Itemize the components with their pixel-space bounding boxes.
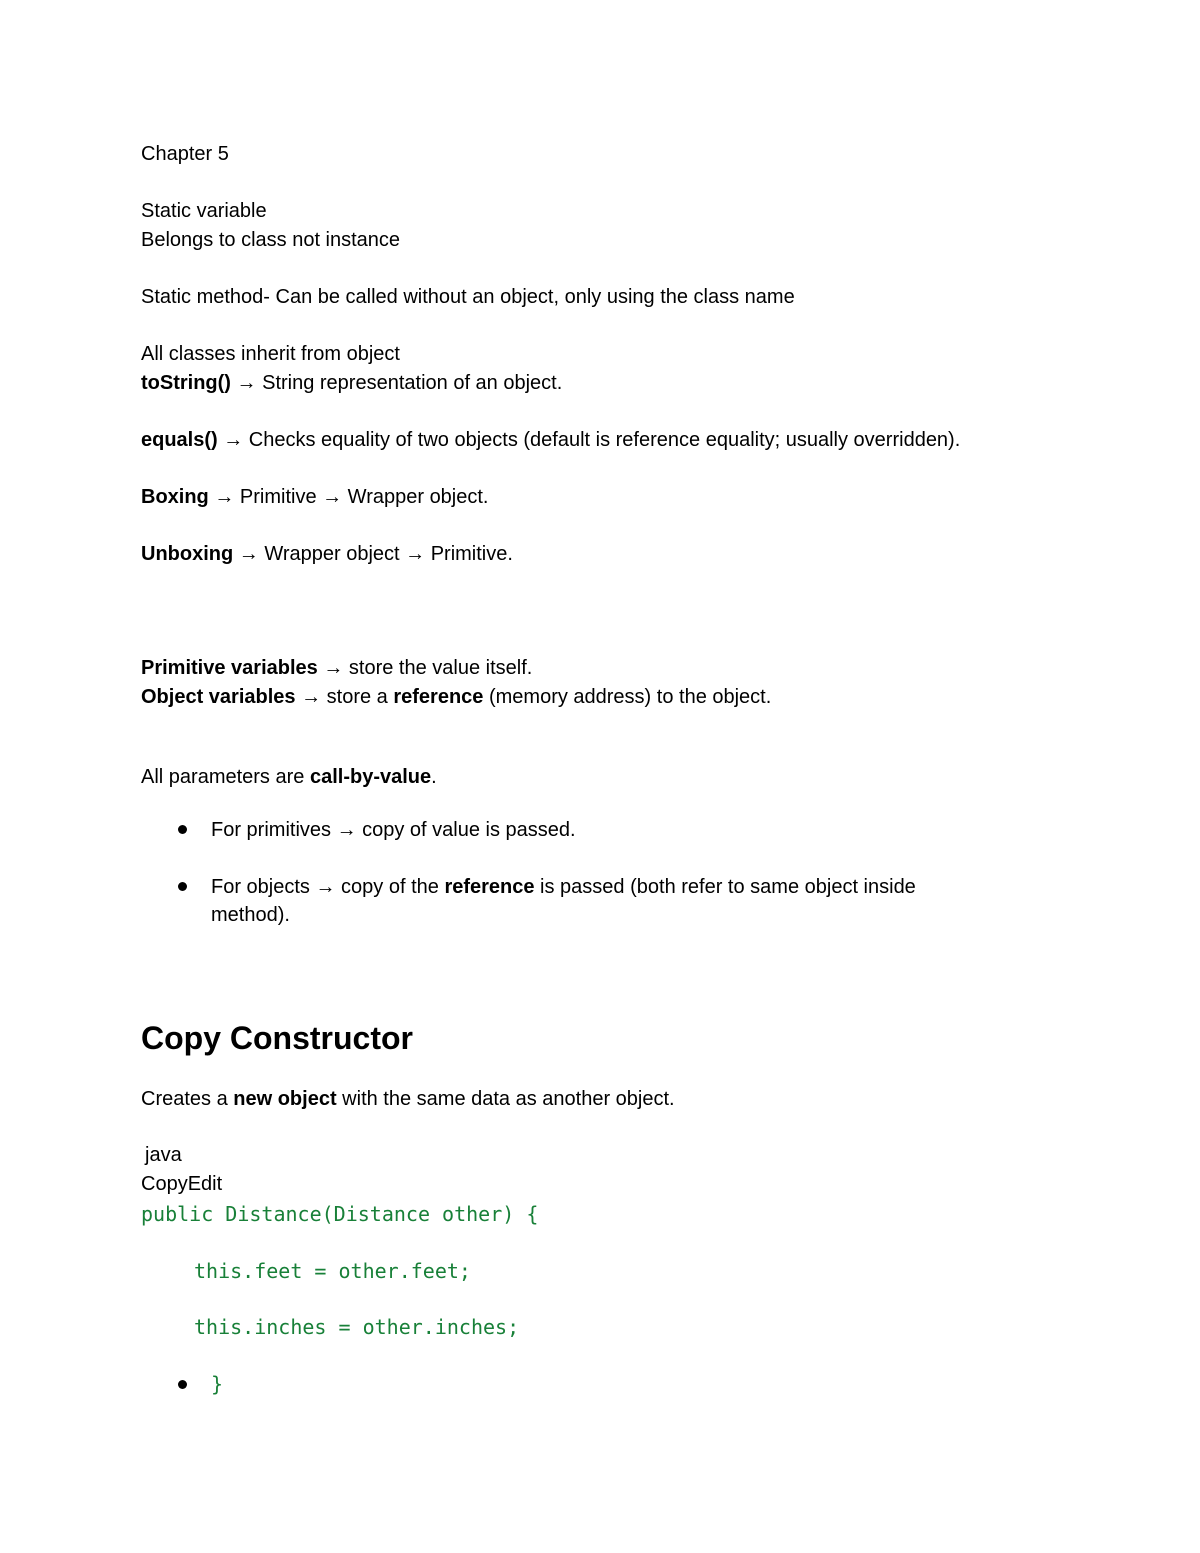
equals-line (141, 426, 960, 454)
code-line: this.feet = other.feet; (194, 1259, 471, 1283)
object-variables-desc-2: (memory address) to the object. (483, 686, 772, 708)
code-line: public Distance(Distance other) { (141, 1202, 539, 1226)
boxing-line (141, 483, 489, 511)
code-line: } (211, 1372, 224, 1396)
copy-constructor-desc-term: new object (233, 1088, 337, 1110)
bullet-objects-term: reference (444, 876, 535, 898)
unboxing-term: Unboxing (141, 543, 234, 565)
primitive-variables-desc: → store the value itself. (317, 657, 533, 679)
parameters-intro-2: . (431, 766, 437, 788)
unboxing-line (141, 540, 513, 568)
object-variables-desc-1: → store a (295, 686, 394, 708)
parameters-intro-term: call-by-value (309, 766, 432, 788)
object-variables-term: Object variables (141, 686, 296, 708)
bullet-objects-1: For objects → copy of the (211, 876, 445, 898)
object-variables-reference: reference (393, 686, 484, 708)
boxing-desc: → Primitive → Wrapper object. (208, 486, 489, 508)
bullet-dot (178, 825, 187, 834)
unboxing-desc: → Wrapper object → Primitive. (233, 543, 513, 565)
copy-constructor-heading: Copy Constructor (141, 1020, 413, 1056)
static-variable-desc: Belongs to class not instance (141, 229, 401, 251)
copy-constructor-desc (141, 1085, 675, 1113)
copy-constructor-desc-1: Creates a (141, 1088, 234, 1110)
bullet-dot (178, 1380, 187, 1389)
bullet-dot (178, 882, 187, 891)
object-inherit-text: All classes inherit from object (141, 343, 400, 365)
bullet-objects-continued: method). (211, 904, 290, 926)
parameters-intro-1: All parameters are (141, 766, 310, 788)
equals-term: equals() (141, 429, 218, 451)
chapter-title: Chapter 5 (141, 143, 229, 165)
bullet-objects-2: is passed (both refer to same object inside (534, 876, 916, 898)
tostring-line (141, 369, 562, 397)
primitive-variables-term: Primitive variables (141, 657, 318, 679)
bullet-objects (211, 873, 916, 901)
code-language-label: java (145, 1144, 182, 1166)
equals-desc: → Checks equality of two objects (default is reference equality; usually overridden). (217, 429, 961, 451)
copy-edit-label[interactable]: CopyEdit (141, 1173, 223, 1195)
object-variables-line (141, 683, 771, 711)
primitive-variables-line (141, 654, 532, 682)
tostring-term: toString() (141, 372, 231, 394)
boxing-term: Boxing (141, 486, 209, 508)
code-line: this.inches = other.inches; (194, 1315, 520, 1339)
parameters-intro (141, 763, 437, 791)
static-variable-title: Static variable (141, 200, 267, 222)
bullet-primitives: For primitives → copy of value is passed. (211, 819, 576, 841)
tostring-desc: → String representation of an object. (230, 372, 563, 394)
static-method-text: Static method- Can be called without an object, only using the class name (141, 286, 795, 308)
copy-constructor-desc-2: with the same data as another object. (336, 1088, 675, 1110)
